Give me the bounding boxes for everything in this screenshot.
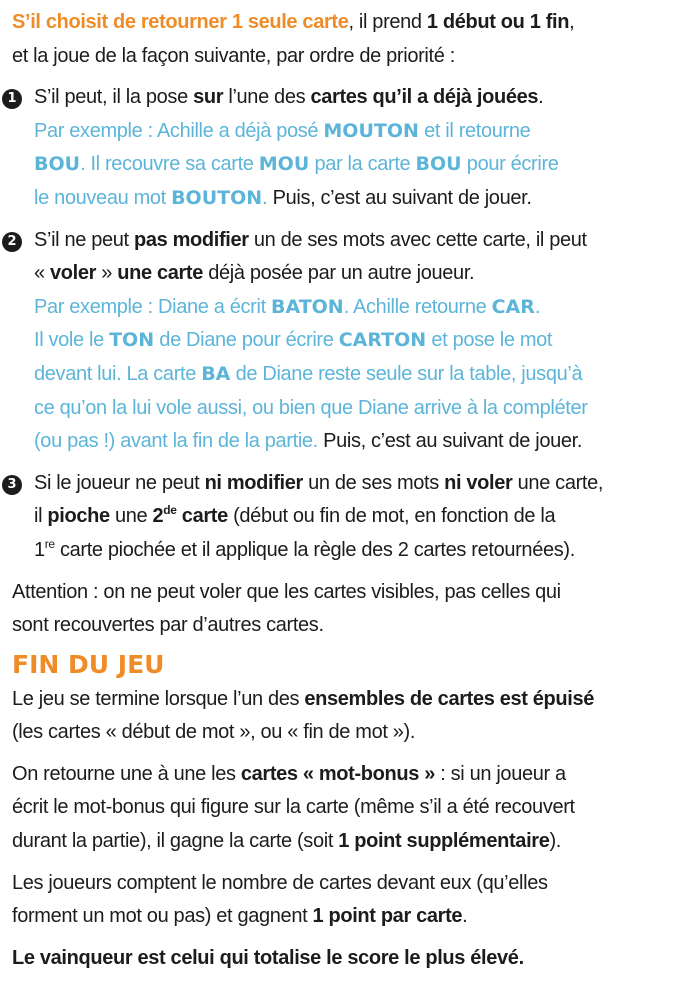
end-paragraph-3: Les joueurs comptent le nombre de cartes devant eux (qu’elles forment un mot ou pas) et gagnent 1 point par carte. [12, 871, 548, 928]
winner-statement: Le vainqueur est celui qui totalise le score le plus élevé. [12, 946, 524, 969]
rule-3: 3 Si le joueur ne peut ni modifier un de ses mots ni voler une carte, il pioche une 2de carte (début ou fin de mot, en fonction de la 1re carte piochée et il applique la règle des 2 cartes retournées). [12, 467, 669, 568]
end-paragraph-1: Le jeu se termine lorsque l’un des ensembles de cartes est épuisé (les cartes « début de mot », ou « fin de mot »). [12, 687, 595, 744]
rule-2: 2 S’il ne peut pas modifier un de ses mots avec cette carte, il peut « voler » une carte déjà posée par un autre joueur. Par exemple : Diane a écrit BATON. Achille retourne CAR. Il vole le TON de Diane pour écrire CARTON et pose le mot devant lui. La carte BA de Diane reste seule sur la table, jusqu’à ce qu’on la lui vole aussi, ou bien que Diane arrive à la compléter (ou pas !) avant la fin de la partie. Puis, c’est au suivant de jouer. [12, 224, 669, 459]
section-heading-fin-du-jeu: FIN DU JEU [12, 649, 165, 679]
number-3-icon: 3 [2, 475, 22, 495]
number-2-icon: 2 [2, 232, 22, 252]
rule-1-example: Par exemple : Achille a déjà posé MOUTON et il retourne BOU. Il recouvre sa carte MOU par la carte BOU pour écrire le nouveau mot BOUTON. [34, 119, 559, 209]
number-1-icon: 1 [2, 89, 22, 109]
end-paragraph-2: On retourne une à une les cartes « mot-bonus » : si un joueur a écrit le mot-bonus qui figure sur la carte (même s’il a été recouvert durant la partie), il gagne la carte (soit 1 point supplémentaire). [12, 762, 575, 853]
intro-lead: S’il choisit de retourner 1 seule carte [12, 11, 349, 33]
intro-paragraph: S’il choisit de retourner 1 seule carte, il prend 1 début ou 1 fin, et la joue de la façon suivante, par ordre de priorité : [12, 11, 575, 67]
attention-paragraph: Attention : on ne peut voler que les cartes visibles, pas celles qui sont recouvertes par d’autres cartes. [12, 580, 561, 637]
rule-1: 1 S’il peut, il la pose sur l’une des cartes qu’il a déjà jouées. Par exemple : Achille a déjà posé MOUTON et il retourne BOU. Il recouvre sa carte MOU par la carte BOU pour écrire le nouveau mot BOUTON. Puis, c’est au suivant de jouer. [12, 81, 669, 215]
rule-2-example: Par exemple : Diane a écrit BATON. Achille retourne CAR. Il vole le TON de Diane pour écrire CARTON et pose le mot devant lui. La carte BA de Diane reste seule sur la table, jusqu’à ce qu’on la lui vole aussi, ou bien que Diane arrive à la compléter (ou pas !) avant la fin de la partie. [34, 295, 588, 453]
